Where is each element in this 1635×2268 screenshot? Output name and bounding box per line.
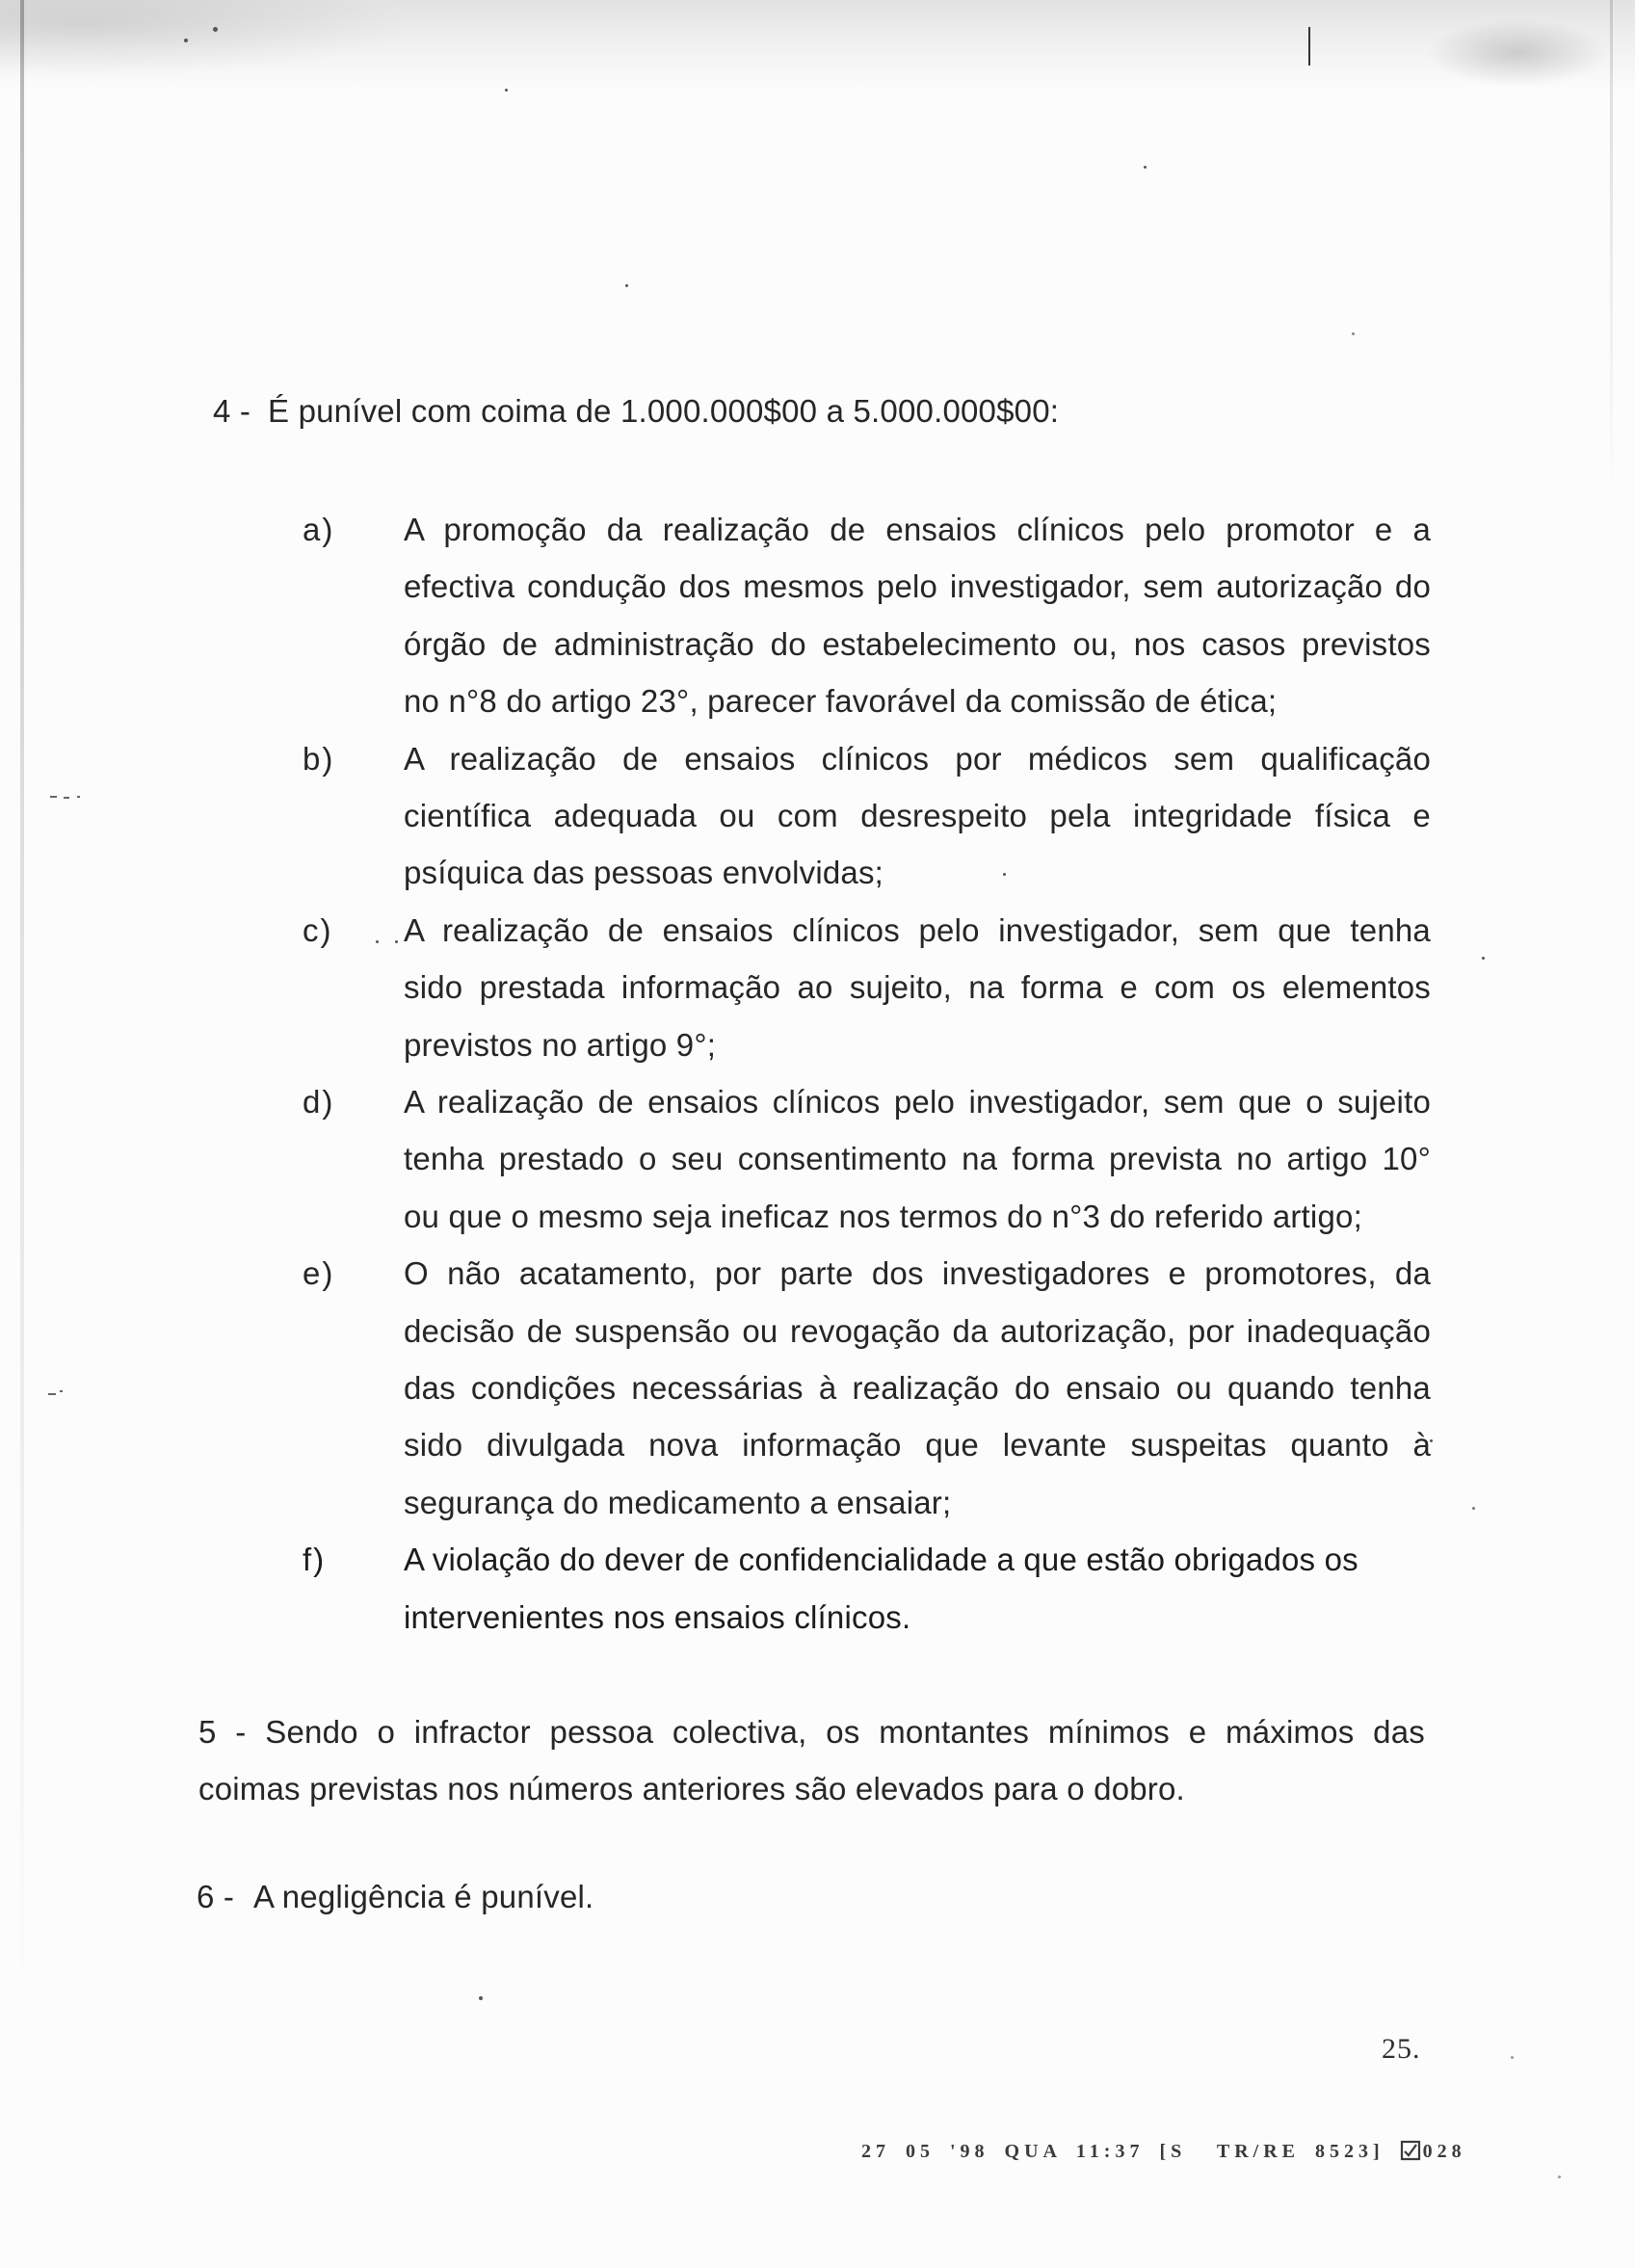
scan-smudge	[0, 0, 414, 77]
scan-speck	[213, 27, 218, 32]
clause-5	[198, 1703, 1425, 1818]
scan-speck	[1472, 1507, 1475, 1510]
scan-mark	[60, 1390, 63, 1392]
scan-mark	[77, 796, 80, 798]
scan-speck	[184, 39, 188, 42]
scan-mark	[64, 797, 69, 799]
clause-text: É punível com coima de 1.000.000$00 a 5.000.000$00:	[268, 393, 1060, 429]
fax-transmission-info: 27 05 '98 QUA 11:37 [S TR/RE 8523]	[861, 2141, 1400, 2162]
item-text	[404, 1531, 1431, 1646]
item-label: f)	[303, 1542, 327, 1578]
text-line: científica adequada ou com desrespeito pela integridade física e	[404, 797, 1431, 833]
scan-speck	[1144, 166, 1147, 169]
item-text	[404, 501, 1431, 730]
text-line: A realização de ensaios clínicos pelo investigador, sem que o sujeito	[404, 1084, 1431, 1120]
scan-mark	[50, 796, 57, 798]
text-line: efectiva condução dos mesmos pelo investigador, sem autorização do	[404, 568, 1431, 605]
fax-page-counter: 028	[1422, 2141, 1466, 2162]
item-text	[404, 902, 1431, 1073]
scan-speck	[1482, 957, 1485, 960]
scan-speck	[376, 940, 379, 943]
item-label: e)	[303, 1255, 335, 1292]
fax-page-box-icon	[1400, 2140, 1421, 2161]
text-line: previstos no artigo 9°;	[404, 1026, 717, 1063]
clause-number: 6 -	[197, 1879, 235, 1914]
scan-speck	[1352, 332, 1355, 335]
scan-speck	[1511, 2056, 1514, 2059]
text-line: intervenientes nos ensaios clínicos.	[404, 1598, 911, 1635]
page-number: 25.	[1382, 2033, 1421, 2065]
text-line: psíquica das pessoas envolvidas;	[404, 855, 884, 891]
scan-mark	[1308, 27, 1310, 66]
text-line: coimas previstas nos números anteriores são elevados para o dobro.	[198, 1771, 1185, 1807]
text-line: A violação do dever de confidencialidade a que estão obrigados os	[404, 1542, 1358, 1578]
text-line: O não acatamento, por parte dos investigadores e promotores, da	[404, 1255, 1431, 1292]
text-line: órgão de administração do estabelecimento ou, nos casos previstos	[404, 625, 1431, 662]
scan-speck	[479, 1996, 483, 2000]
item-text	[404, 1073, 1431, 1245]
text-line: segurança do medicamento a ensaiar;	[404, 1484, 952, 1520]
text-line: no n°8 do artigo 23°, parecer favorável da comissão de ética;	[404, 683, 1278, 720]
scan-speck	[625, 284, 628, 287]
item-text	[404, 1245, 1431, 1531]
scan-speck	[505, 89, 508, 92]
text-line	[198, 1703, 1425, 1760]
scan-speck	[395, 940, 398, 943]
text-line: sido prestada informação ao sujeito, na forma e com os elementos	[404, 969, 1431, 1006]
item-label: d)	[303, 1084, 335, 1120]
text-line: tenha prestado o seu consentimento na forma prevista no artigo 10°	[404, 1141, 1431, 1177]
text-line: decisão de suspensão ou revogação da autorização, por inadequação	[404, 1312, 1431, 1349]
text-line: das condições necessárias à realização do ensaio ou quando tenha	[404, 1369, 1431, 1406]
scan-speck	[1558, 2176, 1561, 2178]
item-label: b)	[303, 740, 335, 777]
item-text	[404, 730, 1431, 902]
item-label: a)	[303, 512, 335, 547]
scan-smudge	[1426, 19, 1609, 87]
text-line: sido divulgada nova informação que levante suspeitas quanto à	[404, 1427, 1431, 1464]
clause-6	[0, 1868, 1635, 1926]
text-line: A realização de ensaios clínicos pelo investigador, sem que tenha	[404, 911, 1431, 948]
text-line: A promoção da realização de ensaios clínicos pelo promotor e a	[404, 512, 1431, 547]
clause-4	[0, 382, 1635, 440]
fax-transmission-footer	[861, 2138, 1466, 2165]
text-line: A realização de ensaios clínicos por médicos sem qualificação	[404, 740, 1431, 777]
text-line: ou que o mesmo seja ineficaz nos termos do n°3 do referido artigo;	[404, 1198, 1362, 1234]
clause-number: 4 -	[213, 393, 251, 429]
clause-text: A negligência é punível.	[253, 1879, 594, 1914]
item-label: c)	[303, 911, 333, 948]
clause-text: Sendo o infractor pessoa colectiva, os montantes mínimos e máximos das	[265, 1714, 1425, 1750]
clause-number: 5 -	[198, 1714, 247, 1750]
scan-edge	[20, 0, 24, 2023]
scan-mark	[48, 1393, 56, 1395]
